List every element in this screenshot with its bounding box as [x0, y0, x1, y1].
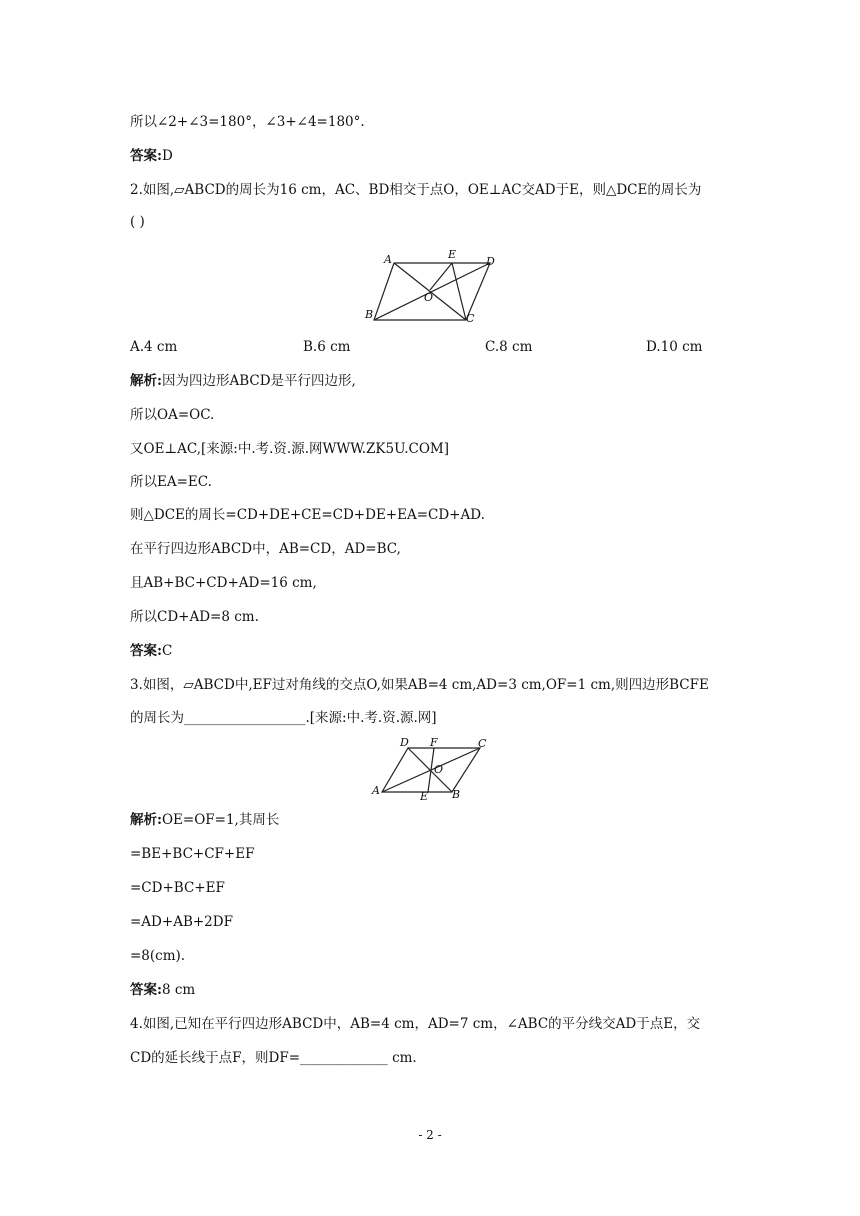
answer-label: 答案: [130, 982, 162, 998]
question-3-line-2: 的周长为__________________.[来源:中.考.资.源.网] [130, 710, 437, 726]
label-c: C [478, 737, 487, 750]
solution-2-line-1 [130, 371, 356, 391]
solution-3-line-2: =BE+BC+CF+EF [130, 846, 255, 862]
answer-label: 答案: [130, 643, 162, 659]
answer-line-3 [130, 980, 195, 1000]
solution-3-line-3: =CD+BC+EF [130, 880, 225, 896]
answer-line-2 [130, 641, 172, 661]
solution-label: 解析: [130, 812, 162, 828]
answer-value: 8 cm [161, 982, 196, 998]
segment-ec [452, 263, 466, 320]
figure-parallelogram-2 [368, 736, 494, 802]
label-a: A [372, 784, 380, 797]
label-c: C [466, 312, 475, 324]
answer-value: C [161, 643, 173, 659]
option-a: A.4 cm [130, 339, 178, 355]
diagonal-bd [408, 748, 452, 792]
solution-text: 因为四边形ABCD是平行四边形, [161, 373, 356, 389]
label-f: F [430, 736, 438, 749]
solution-2-line-8: 所以CD+AD=8 cm. [130, 609, 259, 625]
page-number: - 2 - [418, 1128, 442, 1142]
label-a: A [384, 253, 392, 266]
option-d: D.10 cm [646, 339, 703, 355]
text-line: 所以∠2+∠3=180°，∠3+∠4=180°. [130, 114, 365, 130]
solution-2-line-5: 则△DCE的周长=CD+DE+CE=CD+DE+EA=CD+AD. [130, 507, 485, 523]
label-o: O [434, 763, 444, 776]
solution-3-line-1 [130, 810, 279, 830]
solution-3-line-4: =AD+AB+2DF [130, 914, 233, 930]
figure-parallelogram-1 [362, 244, 502, 324]
label-b: B [365, 308, 374, 321]
solution-2-line-7: 且AB+BC+CD+AD=16 cm, [130, 575, 317, 591]
solution-text: OE=OF=1,其周长 [161, 812, 280, 828]
question-4-line-2: CD的延长线于点F，则DF=_____________ cm. [130, 1050, 417, 1066]
option-b: B.6 cm [303, 339, 351, 355]
solution-3-line-5: =8(cm). [130, 948, 186, 964]
solution-label: 解析: [130, 373, 162, 389]
solution-2-line-2: 所以OA=OC. [130, 407, 215, 423]
question-2-paren: ( ) [130, 214, 145, 230]
solution-2-line-6: 在平行四边形ABCD中，AB=CD，AD=BC, [130, 541, 401, 557]
label-d: D [400, 736, 409, 749]
label-o: O [424, 291, 434, 304]
answer-value: D [161, 148, 173, 164]
answer-label: 答案: [130, 148, 162, 164]
label-b: B [452, 788, 461, 801]
option-c: C.8 cm [485, 339, 533, 355]
segment-eo [430, 263, 452, 290]
question-2-text: 2.如图,▱ABCD的周长为16 cm，AC、BD相交于点O，OE⊥AC交AD于E，则△DCE的周长为 [130, 182, 702, 198]
label-e: E [448, 248, 457, 261]
label-e: E [420, 790, 429, 802]
answer-line-1 [130, 146, 173, 166]
solution-2-line-4: 所以EA=EC. [130, 474, 212, 490]
question-3-line-1: 3.如图，▱ABCD中,EF过对角线的交点O,如果AB=4 cm,AD=3 cm,OF=1 cm,则四边形BCFE [130, 677, 709, 693]
solution-2-line-3: 又OE⊥AC,[来源:中.考.资.源.网WWW.ZK5U.COM] [130, 441, 450, 457]
label-d: D [486, 255, 495, 268]
question-4-line-1: 4.如图,已知在平行四边形ABCD中，AB=4 cm，AD=7 cm，∠ABC的平分线交AD于点E，交 [130, 1016, 701, 1032]
